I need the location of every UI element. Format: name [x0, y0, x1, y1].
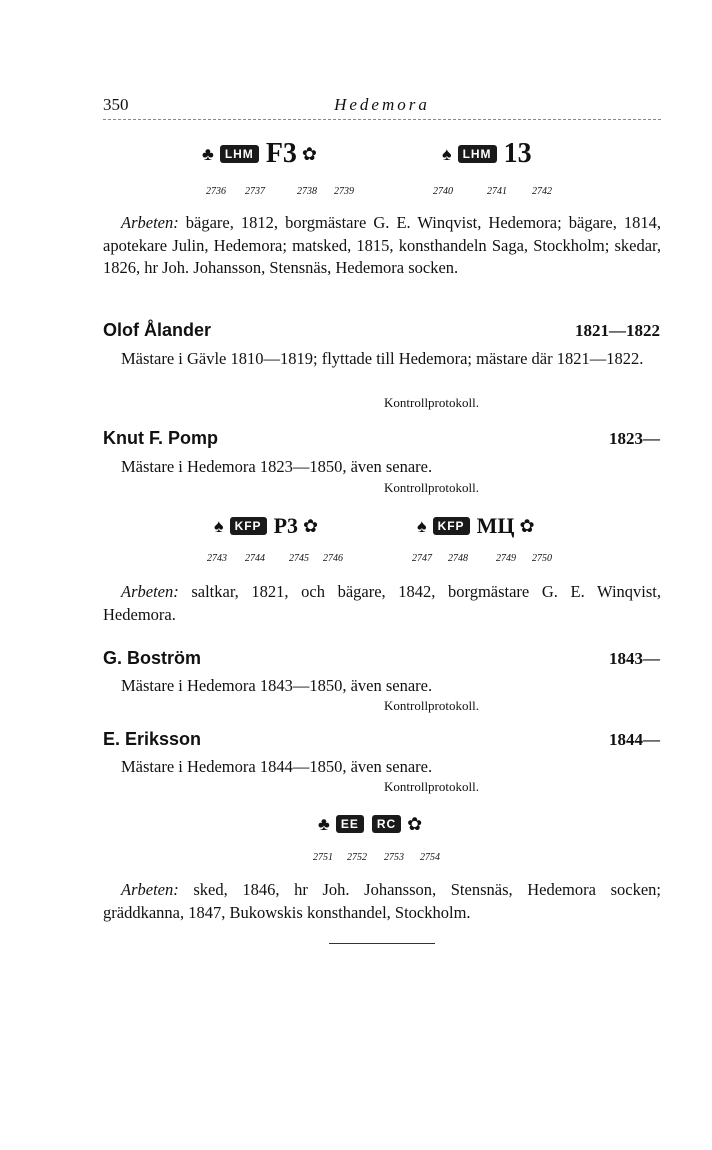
mark-f3: F3 — [265, 138, 297, 169]
catalog-number: 2745 — [289, 553, 309, 564]
mark-letter: MЦ — [476, 513, 515, 538]
end-rule — [329, 943, 435, 944]
silversmith-name: G. Boström — [103, 648, 202, 668]
catalog-number: 2744 — [245, 553, 265, 564]
catalog-number: 2751 — [313, 852, 333, 863]
entry-description: Mästare i Gävle 1810—1819; flyttade till Hedemora; mästare där 1821—1822. — [121, 349, 644, 368]
works-paragraph-3 — [103, 879, 661, 924]
catalog-number: 2741 — [487, 186, 507, 197]
catalog-numbers-1 — [0, 186, 712, 200]
crown-tree-icon: ♠ — [442, 143, 452, 164]
crown-tree-icon: ♠ — [214, 515, 224, 536]
running-title: Hedemora — [334, 95, 430, 114]
works-paragraph-1 — [103, 212, 661, 280]
catalog-number: 2738 — [297, 186, 317, 197]
entry-description: Mästare i Hedemora 1844—1850, även senare. — [121, 757, 433, 776]
works-text: bägare, 1812, borgmästare G. E. Winqvist, Hedemora; bägare, 1814, apotekare Julin, Hedemora; matsked, 1815, konsthandeln Saga, Stockholm; skedar, 1826, hr Joh. Johansson, Stensnäs, Hedemora socken. — [103, 213, 661, 277]
source-reference: Kontrollprotokoll. — [384, 395, 479, 410]
active-years: 1823— — [609, 429, 660, 448]
source-reference: Kontrollprotokoll. — [384, 480, 479, 495]
hallmark-row-1a — [200, 140, 319, 168]
crown-tree-icon: ♣ — [202, 143, 214, 164]
catalog-number: 2753 — [384, 852, 404, 863]
entry-description: Mästare i Hedemora 1843—1850, även senare. — [121, 676, 433, 695]
mark-13: 13 — [503, 138, 532, 169]
stamp-lhm: LHM — [220, 145, 259, 163]
hallmark-row-2a — [212, 512, 320, 540]
leaf-icon: ✿ — [407, 813, 423, 834]
catalog-number: 2743 — [207, 553, 227, 564]
hallmark-row-3 — [316, 810, 424, 838]
catalog-number: 2739 — [334, 186, 354, 197]
leaf-icon: ✿ — [519, 515, 535, 536]
catalog-number: 2749 — [496, 553, 516, 564]
catalog-numbers-2 — [0, 553, 712, 567]
stamp-lhm: LHM — [458, 145, 497, 163]
catalog-number: 2754 — [420, 852, 440, 863]
page-header — [103, 95, 661, 120]
works-text: sked, 1846, hr Joh. Johansson, Stensnäs, Hedemora socken; gräddkanna, 1847, Bukowskis konsthandel, Stockholm. — [103, 880, 661, 922]
entry-description: Mästare i Hedemora 1823—1850, även senare. — [121, 457, 433, 476]
works-label: Arbeten: — [121, 213, 179, 232]
catalog-number: 2748 — [448, 553, 468, 564]
catalog-number: 2740 — [433, 186, 453, 197]
page-number: 350 — [103, 95, 129, 114]
silversmith-name: Olof Ålander — [103, 320, 212, 340]
crown-tree-icon: ♣ — [318, 813, 330, 834]
works-label: Arbeten: — [121, 582, 179, 601]
mark-p3: P3 — [273, 513, 299, 538]
catalog-number: 2747 — [412, 553, 432, 564]
active-years: 1844— — [609, 730, 660, 749]
leaf-icon: ✿ — [301, 143, 318, 164]
catalog-number: 2736 — [206, 186, 226, 197]
leaf-icon: ✿ — [303, 515, 319, 536]
hallmark-row-2b — [415, 512, 537, 540]
stamp-rc: RC — [372, 815, 401, 833]
works-label: Arbeten: — [121, 880, 179, 899]
catalog-number: 2737 — [245, 186, 265, 197]
catalog-number: 2752 — [347, 852, 367, 863]
silversmith-name: E. Eriksson — [103, 729, 202, 749]
silversmith-name: Knut F. Pomp — [103, 428, 218, 448]
source-reference: Kontrollprotokoll. — [384, 779, 479, 794]
hallmark-row-1b — [440, 140, 535, 168]
stamp-kfp: KFP — [433, 517, 470, 535]
works-paragraph-2 — [103, 581, 661, 626]
stamp-ee: EE — [336, 815, 364, 833]
active-years: 1821—1822 — [575, 321, 660, 340]
active-years: 1843— — [609, 649, 660, 668]
catalog-numbers-3 — [0, 852, 712, 866]
crown-tree-icon: ♠ — [417, 515, 427, 536]
catalog-number: 2750 — [532, 553, 552, 564]
catalog-number: 2742 — [532, 186, 552, 197]
stamp-kfp: KFP — [230, 517, 267, 535]
source-reference: Kontrollprotokoll. — [384, 698, 479, 713]
works-text: saltkar, 1821, och bägare, 1842, borgmästare G. E. Winqvist, Hedemora. — [103, 582, 661, 624]
catalog-number: 2746 — [323, 553, 343, 564]
